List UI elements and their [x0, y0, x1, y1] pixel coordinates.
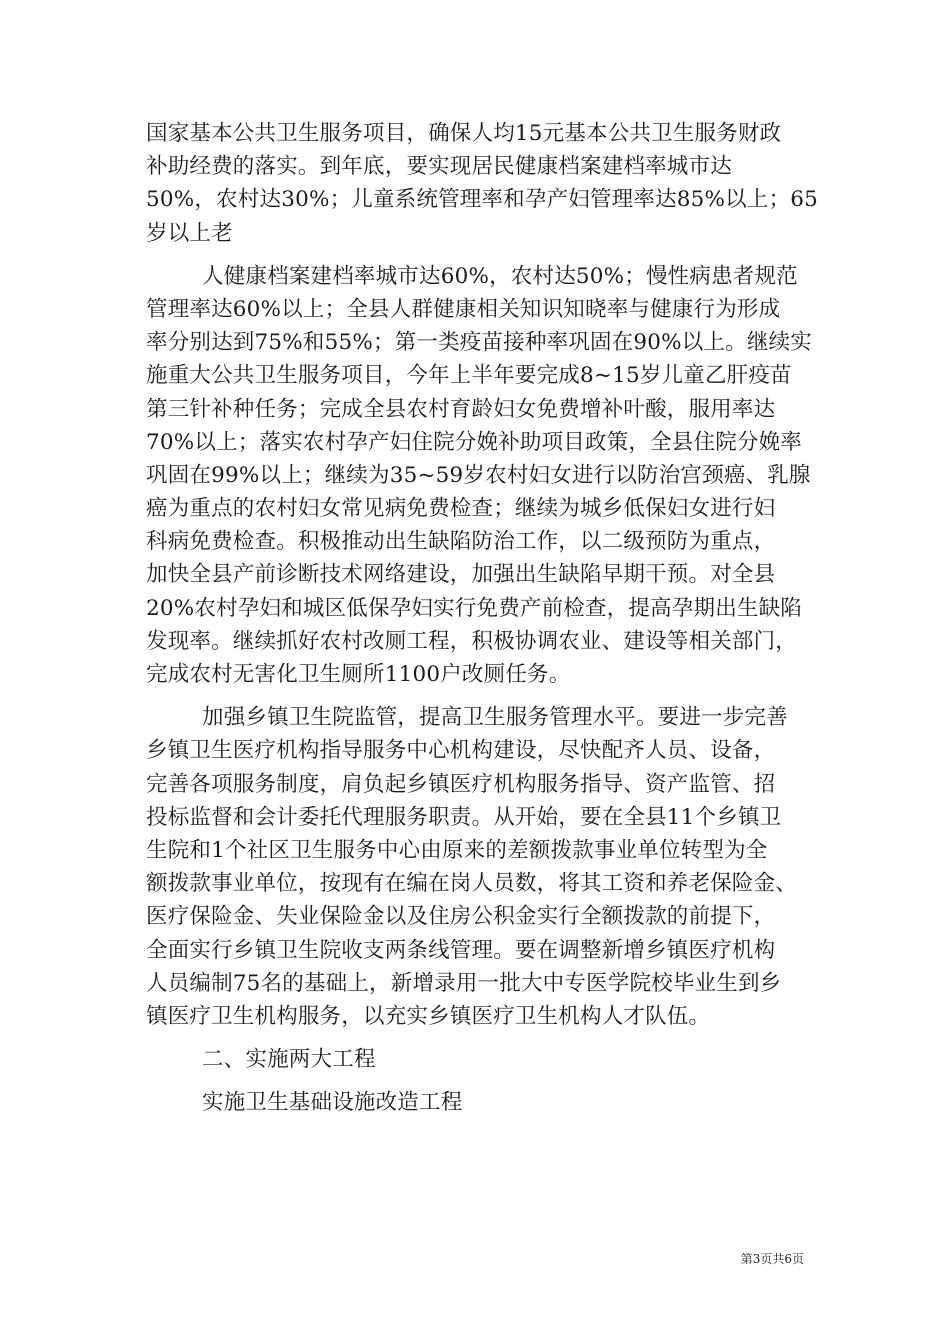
- paragraph-3: [146, 701, 830, 1033]
- text-line: 巩固在99%以上；继续为35~59岁农村妇女进行以防治宫颈癌、乳腺: [146, 462, 811, 488]
- section-heading: [146, 1043, 830, 1076]
- text-line: 医疗保险金、失业保险金以及住房公积金实行全额拨款的前提下，: [146, 904, 776, 930]
- text-line: 国家基本公共卫生服务项目，确保人均15元基本公共卫生服务财政: [146, 121, 782, 146]
- text-line: 第三针补种任务；完成全县农村育龄妇女免费增补叶酸，服用率达: [146, 396, 776, 422]
- text-line: 50%，农村达30%；儿童系统管理率和孕产妇管理率达85%以上；65: [146, 187, 819, 213]
- subheading-text: 实施卫生基础设施改造工程: [202, 1090, 463, 1116]
- text-line: 管理率达60%以上；全县人群健康相关知识知晓率与健康行为形成: [146, 296, 781, 322]
- text-line: 生院和1个社区卫生服务中心由原来的差额拨款事业单位转型为全: [146, 837, 768, 863]
- text-line: 完成农村无害化卫生厕所1100户改厕任务。: [146, 662, 571, 687]
- heading-text: 二、实施两大工程: [202, 1047, 376, 1073]
- text-line: 人员编制75名的基础上，新增录用一批大中专医学院校毕业生到乡: [146, 970, 782, 996]
- paragraph-2: [146, 260, 830, 691]
- text-line: 加强乡镇卫生院监管，提高卫生服务管理水平。要进一步完善: [202, 705, 788, 731]
- text-line: 投标监督和会计委托代理服务职责。从开始，要在全县11个乡镇卫: [146, 804, 782, 830]
- text-line: 加快全县产前诊断技术网络建设，加强出生缺陷早期干预。对全县: [146, 562, 776, 588]
- page-number: 第3页共6页: [740, 1252, 804, 1266]
- text-line: 额拨款事业单位，按现有在编在岗人员数，将其工资和养老保险金、: [146, 871, 798, 897]
- text-line: 20%农村孕妇和城区低保孕妇实行免费产前检查，提高孕期出生缺陷: [146, 595, 802, 621]
- text-line: 补助经费的落实。到年底，要实现居民健康档案建档率城市达: [146, 154, 732, 180]
- text-line: 人健康档案建档率城市达60%，农村达50%；慢性病患者规范: [202, 263, 798, 289]
- text-line: 全面实行乡镇卫生院收支两条线管理。要在调整新增乡镇医疗机构: [146, 937, 776, 963]
- text-line: 施重大公共卫生服务项目，今年上半年要完成8~15岁儿童乙肝疫苗: [146, 363, 792, 389]
- text-line: 癌为重点的农村妇女常见病免费检查；继续为城乡低保妇女进行妇: [146, 496, 776, 522]
- text-line: 完善各项服务制度，肩负起乡镇医疗机构服务指导、资产监管、招: [146, 771, 776, 797]
- text-line: 70%以上；落实农村孕产妇住院分娩补助项目政策，全县住院分娩率: [146, 429, 802, 455]
- document-body: [146, 117, 830, 1129]
- subsection-heading: [146, 1086, 830, 1119]
- paragraph-1: [146, 117, 830, 250]
- text-line: 镇医疗卫生机构服务，以充实乡镇医疗卫生机构人才队伍。: [146, 1003, 711, 1029]
- text-line: 岁以上老: [146, 220, 233, 246]
- text-line: 科病免费检查。积极推动出生缺陷防治工作，以二级预防为重点，: [146, 529, 776, 555]
- text-line: 乡镇卫生医疗机构指导服务中心机构建设，尽快配齐人员、设备，: [146, 738, 776, 764]
- text-line: 率分别达到75%和55%；第一类疫苗接种率巩固在90%以上。继续实: [146, 330, 812, 356]
- text-line: 发现率。继续抓好农村改厕工程，积极协调农业、建设等相关部门，: [146, 628, 798, 654]
